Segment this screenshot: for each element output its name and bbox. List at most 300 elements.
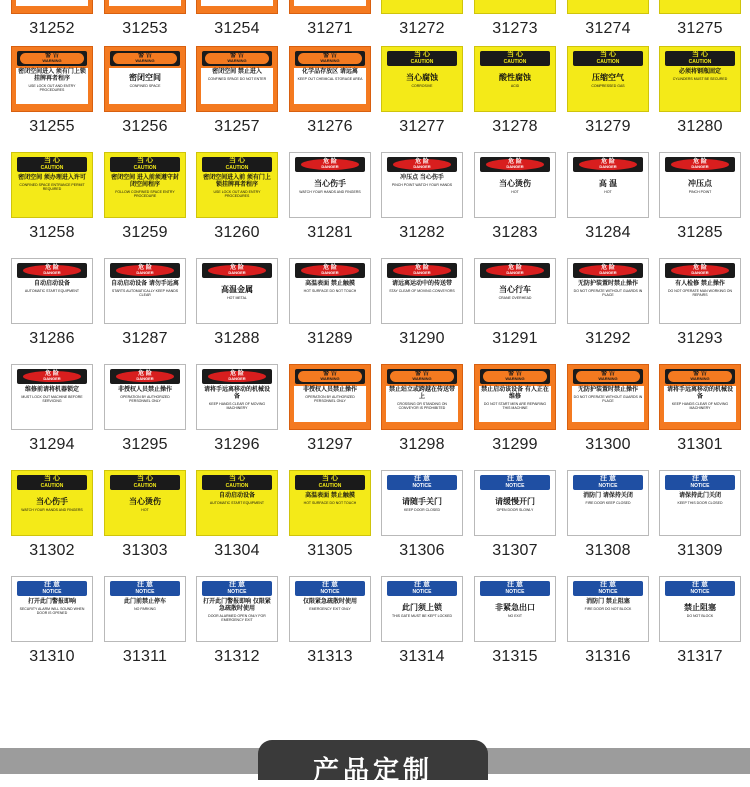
safety-sign[interactable]: [567, 470, 649, 536]
header-text-en: CAUTION: [688, 59, 712, 65]
danger-oval: [23, 265, 81, 276]
sign-header-caution: [202, 157, 272, 172]
header-text: 危 险: [323, 265, 337, 271]
sign-message-en: CONFINED SPACE DO NOT ENTER: [207, 77, 267, 81]
sign-message: [295, 493, 365, 527]
sign-code: 31275: [677, 20, 723, 37]
header-text-en: NOTICE: [412, 589, 432, 595]
safety-sign[interactable]: [11, 0, 93, 14]
sign-message-zh: 请将手远离移动的机械设备: [666, 387, 733, 400]
header-text: 当 心: [44, 157, 60, 164]
header-text: 警 告: [138, 53, 152, 59]
sign-message: [665, 603, 735, 633]
sign-code: 31254: [214, 20, 260, 37]
safety-sign[interactable]: [381, 470, 463, 536]
sign-code: 31277: [399, 118, 445, 135]
sign-code: 31296: [214, 436, 260, 453]
safety-sign[interactable]: [289, 470, 371, 536]
header-text-en: WARNING: [42, 58, 62, 63]
safety-sign[interactable]: [11, 46, 93, 112]
sign-message-en: STAY CLEAR OF MOVING CONVEYORS: [389, 289, 455, 293]
sign-message-zh: 非紧急出口: [495, 603, 535, 612]
warning-box: [390, 371, 454, 382]
header-text-en: DANGER: [691, 164, 709, 169]
safety-sign[interactable]: [659, 152, 741, 218]
sign-header-warning: [665, 369, 735, 384]
sign-code: 31303: [122, 542, 168, 559]
sign-header-caution: [387, 51, 457, 66]
sign-message-zh: 仅限紧急疏散时使用: [302, 599, 357, 605]
safety-sign[interactable]: [474, 364, 556, 430]
sign-message-zh: 密闭空间 须办理进入许可: [18, 175, 86, 181]
sign-message-zh: 高温表面 禁止触摸: [305, 281, 355, 287]
sign-message: [665, 281, 735, 315]
warning-box: [483, 371, 547, 382]
sign-message: [17, 69, 87, 103]
header-text-en: WARNING: [598, 376, 618, 381]
warning-box: [298, 53, 362, 64]
header-text: 危 险: [415, 265, 429, 271]
sign-message: [665, 69, 735, 103]
sign-code: 31304: [214, 542, 260, 559]
sign-code: 31290: [399, 330, 445, 347]
safety-sign[interactable]: [659, 258, 741, 324]
sign-header-warning: [17, 51, 87, 66]
safety-sign[interactable]: [196, 46, 278, 112]
header-text: 危 险: [230, 265, 244, 271]
danger-oval: [486, 265, 544, 276]
header-text-en: WARNING: [227, 58, 247, 63]
safety-sign[interactable]: [659, 576, 741, 642]
header-text: 当 心: [229, 157, 245, 164]
warning-box: [20, 53, 84, 64]
safety-sign[interactable]: [104, 364, 186, 430]
sign-message: [295, 179, 365, 209]
sign-message: [573, 179, 643, 209]
sign-code: 31286: [29, 330, 75, 347]
safety-sign[interactable]: [11, 576, 93, 642]
sign-code: 31294: [29, 436, 75, 453]
header-text-en: WARNING: [320, 58, 340, 63]
header-text-en: CAUTION: [318, 483, 342, 489]
sign-message-zh: 密闭空间进入前 须有门上锁挂牌再者程序: [203, 175, 271, 188]
safety-sign[interactable]: [567, 576, 649, 642]
danger-oval: [208, 265, 266, 276]
safety-sign[interactable]: [104, 258, 186, 324]
safety-sign[interactable]: [474, 46, 556, 112]
sign-header-caution: [17, 157, 87, 172]
danger-oval: [116, 371, 174, 382]
sign-code: 31307: [492, 542, 538, 559]
sign-message: [110, 73, 180, 103]
safety-sign[interactable]: [289, 258, 371, 324]
sign-message-zh: 请缓慢开门: [495, 497, 535, 506]
safety-sign[interactable]: [381, 152, 463, 218]
header-text: 注 意: [600, 581, 616, 588]
header-text-en: CAUTION: [40, 483, 64, 489]
header-text-en: DANGER: [228, 376, 246, 381]
safety-sign[interactable]: [381, 46, 463, 112]
safety-sign[interactable]: [659, 470, 741, 536]
sign-code: 31315: [492, 648, 538, 665]
safety-sign[interactable]: [11, 470, 93, 536]
header-text: 危 险: [693, 265, 707, 271]
sign-message-en: KEEP OUT CHEMICAL STORAGE AREA: [297, 77, 363, 81]
sign-message: [387, 497, 457, 527]
header-text-en: DANGER: [506, 164, 524, 169]
header-text-en: DANGER: [599, 270, 617, 275]
sign-code: 31260: [214, 224, 260, 241]
header-text-en: DANGER: [136, 270, 154, 275]
sign-header-danger: [110, 263, 180, 278]
sign-message-zh: 请将手远离移动的机械设备: [203, 387, 270, 400]
safety-sign[interactable]: [289, 364, 371, 430]
safety-sign[interactable]: [289, 46, 371, 112]
safety-sign[interactable]: [196, 364, 278, 430]
header-text: 当 心: [507, 51, 523, 58]
sign-header-caution: [202, 475, 272, 490]
header-text-en: NOTICE: [690, 589, 710, 595]
sign-header-notice: [665, 475, 735, 490]
header-text-en: WARNING: [135, 58, 155, 63]
safety-sign[interactable]: [381, 576, 463, 642]
sign-message-en: ACID: [510, 84, 520, 88]
header-text-en: NOTICE: [505, 589, 525, 595]
sign-message-zh: 无防护装置时禁止操作: [577, 387, 638, 393]
sign-message-en: CONFINED SPACE ENTRANCE PERMIT REQUIRED: [19, 183, 85, 191]
sign-message-en: FIRE DOOR KEEP CLOSED: [585, 501, 631, 505]
safety-sign[interactable]: [659, 364, 741, 430]
header-text: 注 意: [414, 581, 430, 588]
sign-code: 31310: [29, 648, 75, 665]
sign-message-zh: 酸性腐蚀: [499, 73, 531, 82]
sign-code: 31300: [585, 436, 631, 453]
sign-panel: [479, 0, 551, 6]
sign-message: [295, 387, 365, 421]
header-text-en: CAUTION: [225, 165, 249, 171]
safety-sign[interactable]: [474, 576, 556, 642]
header-text: 危 险: [230, 371, 244, 377]
sign-message-zh: 冲压点 当心伤手: [400, 175, 444, 181]
sign-panel: [386, 0, 458, 6]
sign-code: 31274: [585, 20, 631, 37]
sign-message: [17, 497, 87, 527]
header-text-en: DANGER: [506, 270, 524, 275]
sign-panel: [109, 0, 181, 6]
sign-code: 31283: [492, 224, 538, 241]
sign-header-danger: [202, 369, 272, 384]
sign-code: 31278: [492, 118, 538, 135]
sign-message-en: KEEP DOOR CLOSED: [403, 508, 441, 512]
safety-sign[interactable]: [289, 576, 371, 642]
sign-message-zh: 当心烫伤: [129, 497, 161, 506]
safety-sign[interactable]: [104, 152, 186, 218]
safety-sign[interactable]: [659, 0, 741, 14]
header-text-en: NOTICE: [135, 589, 155, 595]
sign-header-danger: [573, 263, 643, 278]
safety-sign[interactable]: [104, 0, 186, 14]
safety-sign[interactable]: [11, 364, 93, 430]
safety-sign[interactable]: [11, 152, 93, 218]
sign-message-zh: 非授权人员禁止操作: [117, 387, 172, 393]
sign-message-zh: 当心烫伤: [499, 179, 531, 188]
sign-message: [573, 493, 643, 527]
sign-message-en: DO NOT OPERATE WITHOUT GUARDS IN PLACE: [573, 289, 643, 297]
sign-message: [202, 599, 272, 633]
danger-oval: [208, 371, 266, 382]
safety-sign[interactable]: [474, 470, 556, 536]
header-text: 警 告: [601, 371, 615, 377]
sign-message-en: DO NOT BLOCK: [686, 614, 714, 618]
sign-message-zh: 禁止启动该设备 有人正在维修: [481, 387, 549, 400]
sign-message-en: HOT: [604, 190, 612, 194]
sign-header-caution: [573, 51, 643, 66]
header-text: 危 险: [415, 159, 429, 165]
sign-code: 31271: [307, 20, 353, 37]
sign-message-en: HOT SURFACE DO NOT TOUCH: [303, 501, 357, 505]
safety-sign[interactable]: [104, 46, 186, 112]
sign-header-notice: [387, 581, 457, 596]
safety-sign[interactable]: [567, 364, 649, 430]
safety-sign[interactable]: [659, 46, 741, 112]
header-text: 注 意: [692, 581, 708, 588]
sign-message-zh: 化学品存放区 请远离: [302, 69, 358, 75]
sign-code: 31281: [307, 224, 353, 241]
header-text: 当 心: [322, 475, 338, 482]
sign-code: 31311: [122, 648, 168, 665]
sign-code: 31257: [214, 118, 260, 135]
sign-code: 31282: [399, 224, 445, 241]
sign-message-en: USE LOCK OUT AND ENTRY PROCEDURES: [213, 190, 261, 198]
sign-header-danger: [665, 263, 735, 278]
safety-sign[interactable]: [567, 258, 649, 324]
sign-header-caution: [295, 475, 365, 490]
safety-sign[interactable]: [196, 152, 278, 218]
safety-sign[interactable]: [381, 364, 463, 430]
sign-message-en: DO NOT OPERATE MAN WORKING ON REPAIRS: [667, 289, 733, 297]
sign-message-en: HOT: [511, 190, 519, 194]
sign-code: 31280: [677, 118, 723, 135]
sign-message-zh: 非授权人员禁止操作: [302, 387, 357, 393]
header-text-en: CAUTION: [503, 59, 527, 65]
header-text-en: CAUTION: [133, 165, 157, 171]
sign-message-en: NO PARKING: [134, 607, 156, 611]
sign-code: 31258: [29, 224, 75, 241]
header-text: 危 险: [138, 265, 152, 271]
safety-sign[interactable]: [196, 258, 278, 324]
safety-sign[interactable]: [567, 152, 649, 218]
header-text-en: NOTICE: [42, 589, 62, 595]
safety-sign[interactable]: [381, 258, 463, 324]
sign-message-zh: 高温表面 禁止触摸: [305, 493, 355, 499]
sign-message-en: CONFINED SPACE: [129, 84, 161, 88]
safety-sign[interactable]: [567, 46, 649, 112]
header-text: 当 心: [692, 51, 708, 58]
sign-header-notice: [480, 475, 550, 490]
header-text: 危 险: [508, 159, 522, 165]
sign-message: [295, 599, 365, 633]
header-text-en: CAUTION: [225, 483, 249, 489]
section-banner: [0, 748, 750, 785]
sign-header-warning: [295, 51, 365, 66]
header-text: 警 告: [323, 53, 337, 59]
sign-message: [573, 281, 643, 315]
sign-message: [665, 179, 735, 209]
header-text-en: NOTICE: [598, 483, 618, 489]
header-text: 当 心: [44, 475, 60, 482]
header-text-en: WARNING: [320, 376, 340, 381]
header-text: 警 告: [230, 53, 244, 59]
header-text: 当 心: [414, 51, 430, 58]
header-text-en: DANGER: [599, 164, 617, 169]
header-text-en: DANGER: [321, 164, 339, 169]
header-text: 当 心: [600, 51, 616, 58]
sign-header-danger: [573, 157, 643, 172]
header-text: 危 险: [601, 265, 615, 271]
danger-oval: [393, 265, 451, 276]
sign-message: [480, 497, 550, 527]
sign-header-notice: [573, 475, 643, 490]
sign-panel: [572, 0, 644, 6]
header-text: 警 告: [693, 371, 707, 377]
sign-code: 31302: [29, 542, 75, 559]
sign-code: 31255: [29, 118, 75, 135]
safety-sign[interactable]: [381, 0, 463, 14]
warning-box: [205, 53, 269, 64]
header-text-en: NOTICE: [320, 589, 340, 595]
header-text-en: DANGER: [43, 376, 61, 381]
header-text-en: DANGER: [413, 164, 431, 169]
sign-header-danger: [17, 369, 87, 384]
safety-sign[interactable]: [196, 470, 278, 536]
sign-message: [17, 175, 87, 209]
sign-message-en: FIRE DOOR DO NOT BLOCK: [584, 607, 632, 611]
header-text: 警 告: [508, 371, 522, 377]
sign-code: 31256: [122, 118, 168, 135]
danger-oval: [301, 159, 359, 170]
sign-message-zh: 请远离运动中的传送带: [391, 281, 452, 287]
header-text: 注 意: [229, 581, 245, 588]
sign-message-en: CROSSING OR STANDING ON CONVEYOR IS PROHIBITED: [397, 402, 447, 410]
sign-code: 31306: [399, 542, 445, 559]
sign-message: [110, 497, 180, 527]
warning-box: [298, 371, 362, 382]
sign-header-danger: [110, 369, 180, 384]
sign-message-zh: 当心伤手: [314, 179, 346, 188]
sign-message-zh: 密闭空间 进入前须遵守封闭空间程序: [111, 175, 179, 188]
sign-header-warning: [573, 369, 643, 384]
sign-code: 31276: [307, 118, 353, 135]
sign-message-zh: 密闭空间: [129, 73, 161, 82]
sign-header-caution: [110, 475, 180, 490]
header-text-en: DANGER: [321, 270, 339, 275]
sign-message-zh: 高温金属: [221, 285, 253, 294]
sign-message-en: KEEP HANDS CLEAR OF MOVING MACHINERY: [208, 402, 266, 410]
safety-sign[interactable]: [196, 0, 278, 14]
header-text: 警 告: [45, 53, 59, 59]
sign-header-notice: [110, 581, 180, 596]
header-text: 注 意: [322, 581, 338, 588]
sign-message: [480, 603, 550, 633]
sign-message: [202, 69, 272, 103]
sign-message: [387, 281, 457, 315]
sign-code: 31287: [122, 330, 168, 347]
sign-code: 31272: [399, 20, 445, 37]
safety-sign[interactable]: [474, 258, 556, 324]
header-text: 警 告: [323, 371, 337, 377]
sign-message: [480, 285, 550, 315]
sign-message: [573, 73, 643, 103]
sign-code: 31316: [585, 648, 631, 665]
sign-message: [480, 387, 550, 421]
sign-header-danger: [665, 157, 735, 172]
sign-header-notice: [295, 581, 365, 596]
safety-sign[interactable]: [11, 258, 93, 324]
warning-box: [668, 371, 732, 382]
sign-header-caution: [17, 475, 87, 490]
sign-header-notice: [665, 581, 735, 596]
sign-message-zh: 此门须上锁: [402, 603, 442, 612]
sign-message-en: COMPRESSED GAS: [591, 84, 625, 88]
sign-message: [202, 387, 272, 421]
header-text: 注 意: [600, 475, 616, 482]
header-text-en: DANGER: [228, 270, 246, 275]
sign-message-zh: 无防护装置时禁止操作: [577, 281, 638, 287]
sign-message-zh: 密闭空间 禁止进入: [212, 69, 262, 75]
sign-message-en: DOOR ALARMED OPEN ONLY FOR EMERGENCY EXIT: [208, 614, 266, 622]
sign-header-notice: [202, 581, 272, 596]
sign-message: [110, 175, 180, 209]
header-text-en: CAUTION: [596, 59, 620, 65]
sign-header-notice: [573, 581, 643, 596]
sign-message-zh: 此门前禁止停车: [123, 599, 166, 605]
safety-sign[interactable]: [104, 576, 186, 642]
sign-panel: [664, 0, 736, 6]
sign-message: [17, 599, 87, 633]
safety-sign[interactable]: [474, 0, 556, 14]
danger-oval: [486, 159, 544, 170]
sign-message-en: PINCH POINT WATCH YOUR HANDS: [391, 183, 453, 187]
safety-sign[interactable]: [196, 576, 278, 642]
sign-message-en: CRANE OVERHEAD: [498, 296, 532, 300]
safety-sign[interactable]: [474, 152, 556, 218]
header-text-en: NOTICE: [505, 483, 525, 489]
safety-sign[interactable]: [104, 470, 186, 536]
sign-message: [387, 603, 457, 633]
header-text-en: WARNING: [690, 376, 710, 381]
header-text-en: WARNING: [412, 376, 432, 381]
header-text: 当 心: [229, 475, 245, 482]
safety-sign[interactable]: [289, 0, 371, 14]
sign-header-caution: [665, 51, 735, 66]
sign-code: 31313: [307, 648, 353, 665]
header-text-en: NOTICE: [598, 589, 618, 595]
safety-sign[interactable]: [567, 0, 649, 14]
sign-code: 31293: [677, 330, 723, 347]
safety-sign[interactable]: [289, 152, 371, 218]
sign-message: [665, 493, 735, 527]
sign-code: 31291: [492, 330, 538, 347]
sign-message-en: SECURITY ALARM WILL SOUND WHEN DOOR IS OPENED: [19, 607, 85, 615]
sign-message-en: AUTOMATIC START EQUIPMENT: [209, 501, 265, 505]
header-text-en: DANGER: [691, 270, 709, 275]
sign-message-en: OPERATION BY AUTHORIZED PERSONNEL ONLY: [305, 395, 355, 403]
sign-code: 31312: [214, 648, 260, 665]
header-text: 注 意: [414, 475, 430, 482]
sign-header-danger: [480, 157, 550, 172]
sign-code: 31252: [29, 20, 75, 37]
header-text: 危 险: [45, 371, 59, 377]
